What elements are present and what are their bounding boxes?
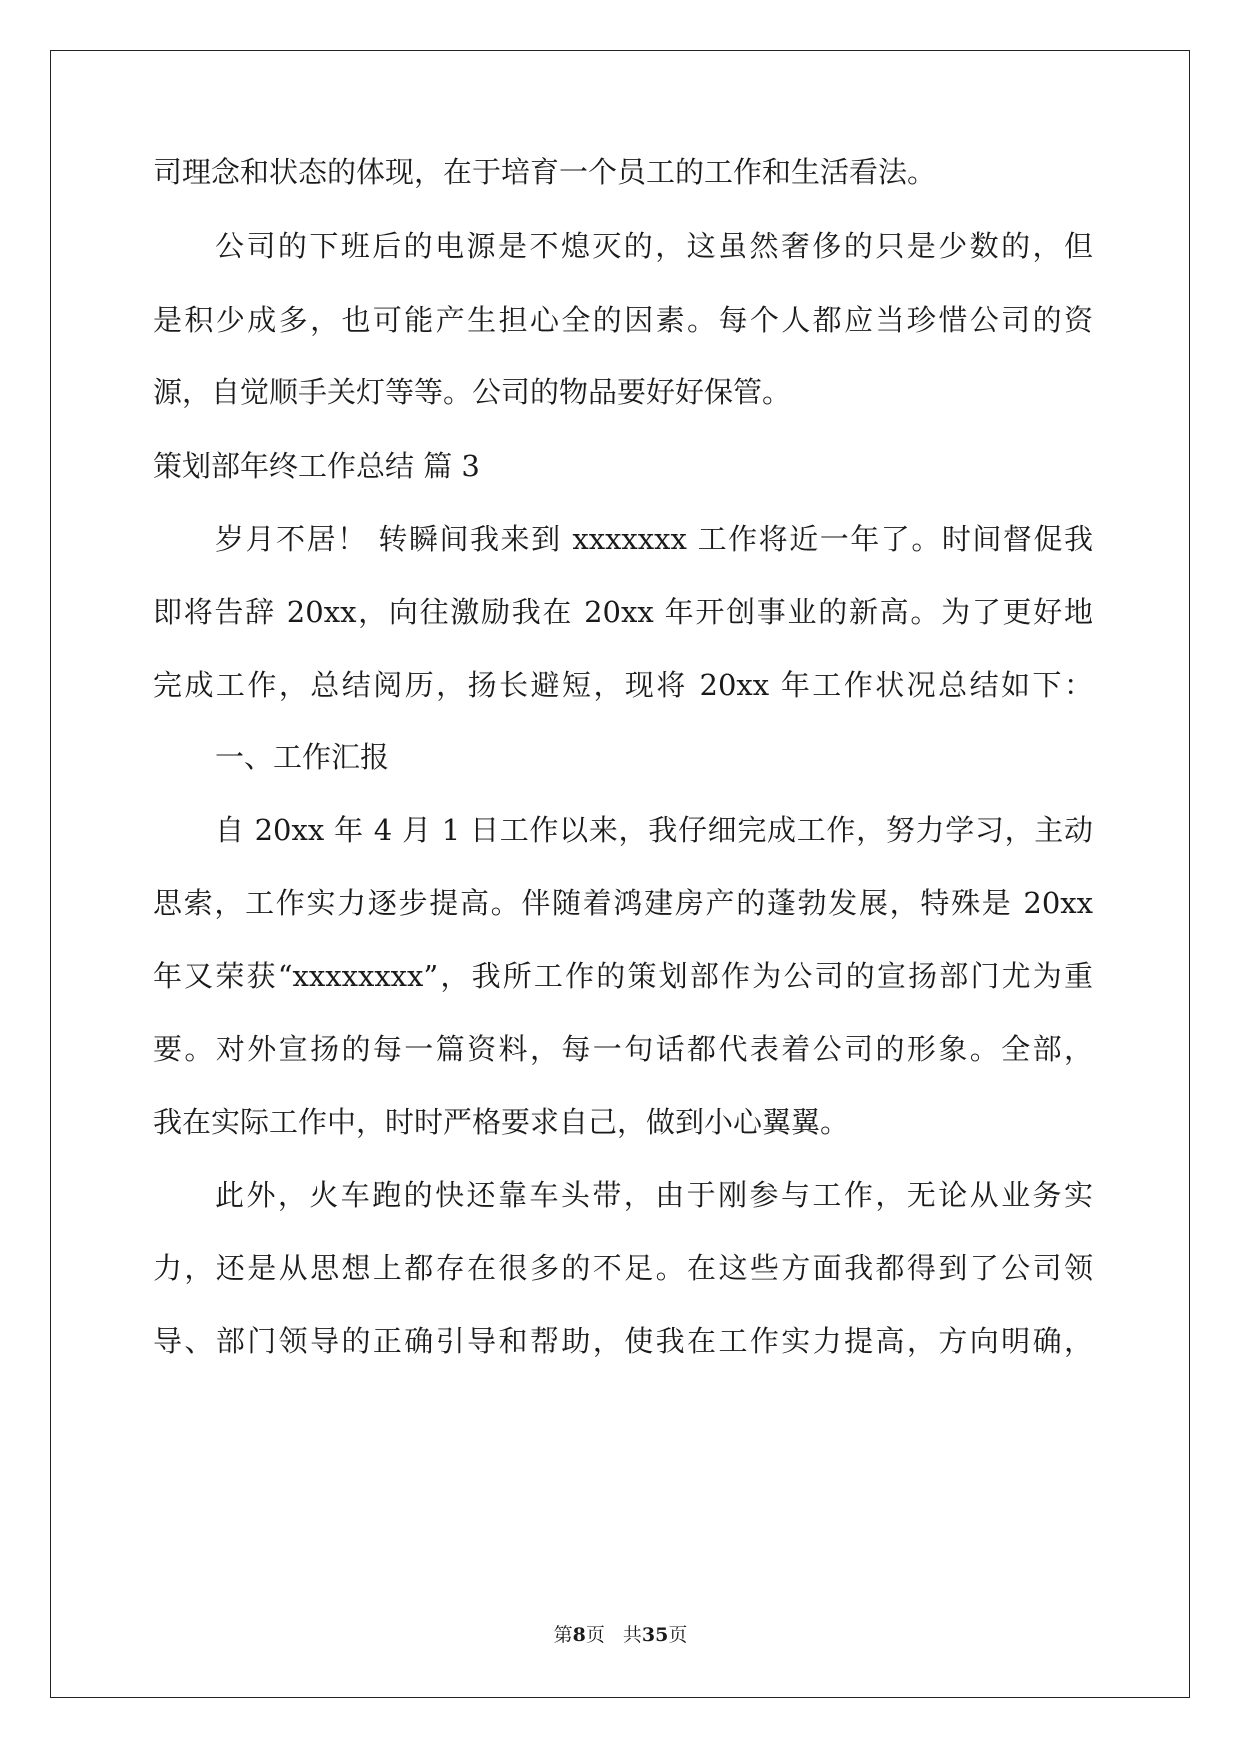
body-line: 即将告辞 20xx，向往激励我在 20xx 年开创事业的新高。为了更好地 bbox=[153, 595, 1093, 629]
body-line: 思索，工作实力逐步提高。伴随着鸿建房产的蓬勃发展，特殊是 20xx bbox=[153, 886, 1093, 920]
page-prefix: 第 bbox=[553, 1624, 573, 1646]
body-line: 此外，火车跑的快还靠车头带，由于刚参与工作，无论从业务实 bbox=[215, 1178, 1093, 1212]
page-border bbox=[50, 50, 1190, 1698]
body-line: 我在实际工作中，时时严格要求自己，做到小心翼翼。 bbox=[153, 1105, 850, 1139]
total-suffix: 页 bbox=[668, 1624, 688, 1646]
body-line: 司理念和状态的体现，在于培育一个员工的工作和生活看法。 bbox=[153, 155, 937, 189]
body-line: 是积少成多，也可能产生担心全的因素。每个人都应当珍惜公司的资 bbox=[153, 303, 1093, 337]
section-heading: 策划部年终工作总结 篇 3 bbox=[153, 449, 480, 483]
body-line: 导、部门领导的正确引导和帮助，使我在工作实力提高，方向明确， bbox=[153, 1324, 1093, 1358]
page-suffix: 页 bbox=[585, 1624, 605, 1646]
body-line: 岁月不居！ 转瞬间我来到 xxxxxxx 工作将近一年了。时间督促我 bbox=[215, 522, 1093, 556]
body-line: 公司的下班后的电源是不熄灭的，这虽然奢侈的只是少数的，但 bbox=[215, 229, 1093, 263]
total-prefix: 共 bbox=[622, 1624, 642, 1646]
body-line: 自 20xx 年 4 月 1 日工作以来，我仔细完成工作，努力学习，主动 bbox=[215, 813, 1093, 847]
subheading: 一、工作汇报 bbox=[215, 740, 390, 774]
body-line: 源，自觉顺手关灯等等。公司的物品要好好保管。 bbox=[153, 375, 792, 409]
body-line: 年又荣获“xxxxxxxx”，我所工作的策划部作为公司的宣扬部门尤为重 bbox=[153, 959, 1093, 993]
body-line: 完成工作，总结阅历，扬长避短，现将 20xx 年工作状况总结如下： bbox=[153, 668, 1093, 702]
page-number: 8 bbox=[572, 1624, 586, 1646]
body-line: 力，还是从思想上都存在很多的不足。在这些方面我都得到了公司领 bbox=[153, 1251, 1093, 1285]
page-footer bbox=[0, 1622, 1241, 1648]
total-pages: 35 bbox=[641, 1624, 669, 1646]
body-line: 要。对外宣扬的每一篇资料，每一句话都代表着公司的形象。全部， bbox=[153, 1032, 1093, 1066]
